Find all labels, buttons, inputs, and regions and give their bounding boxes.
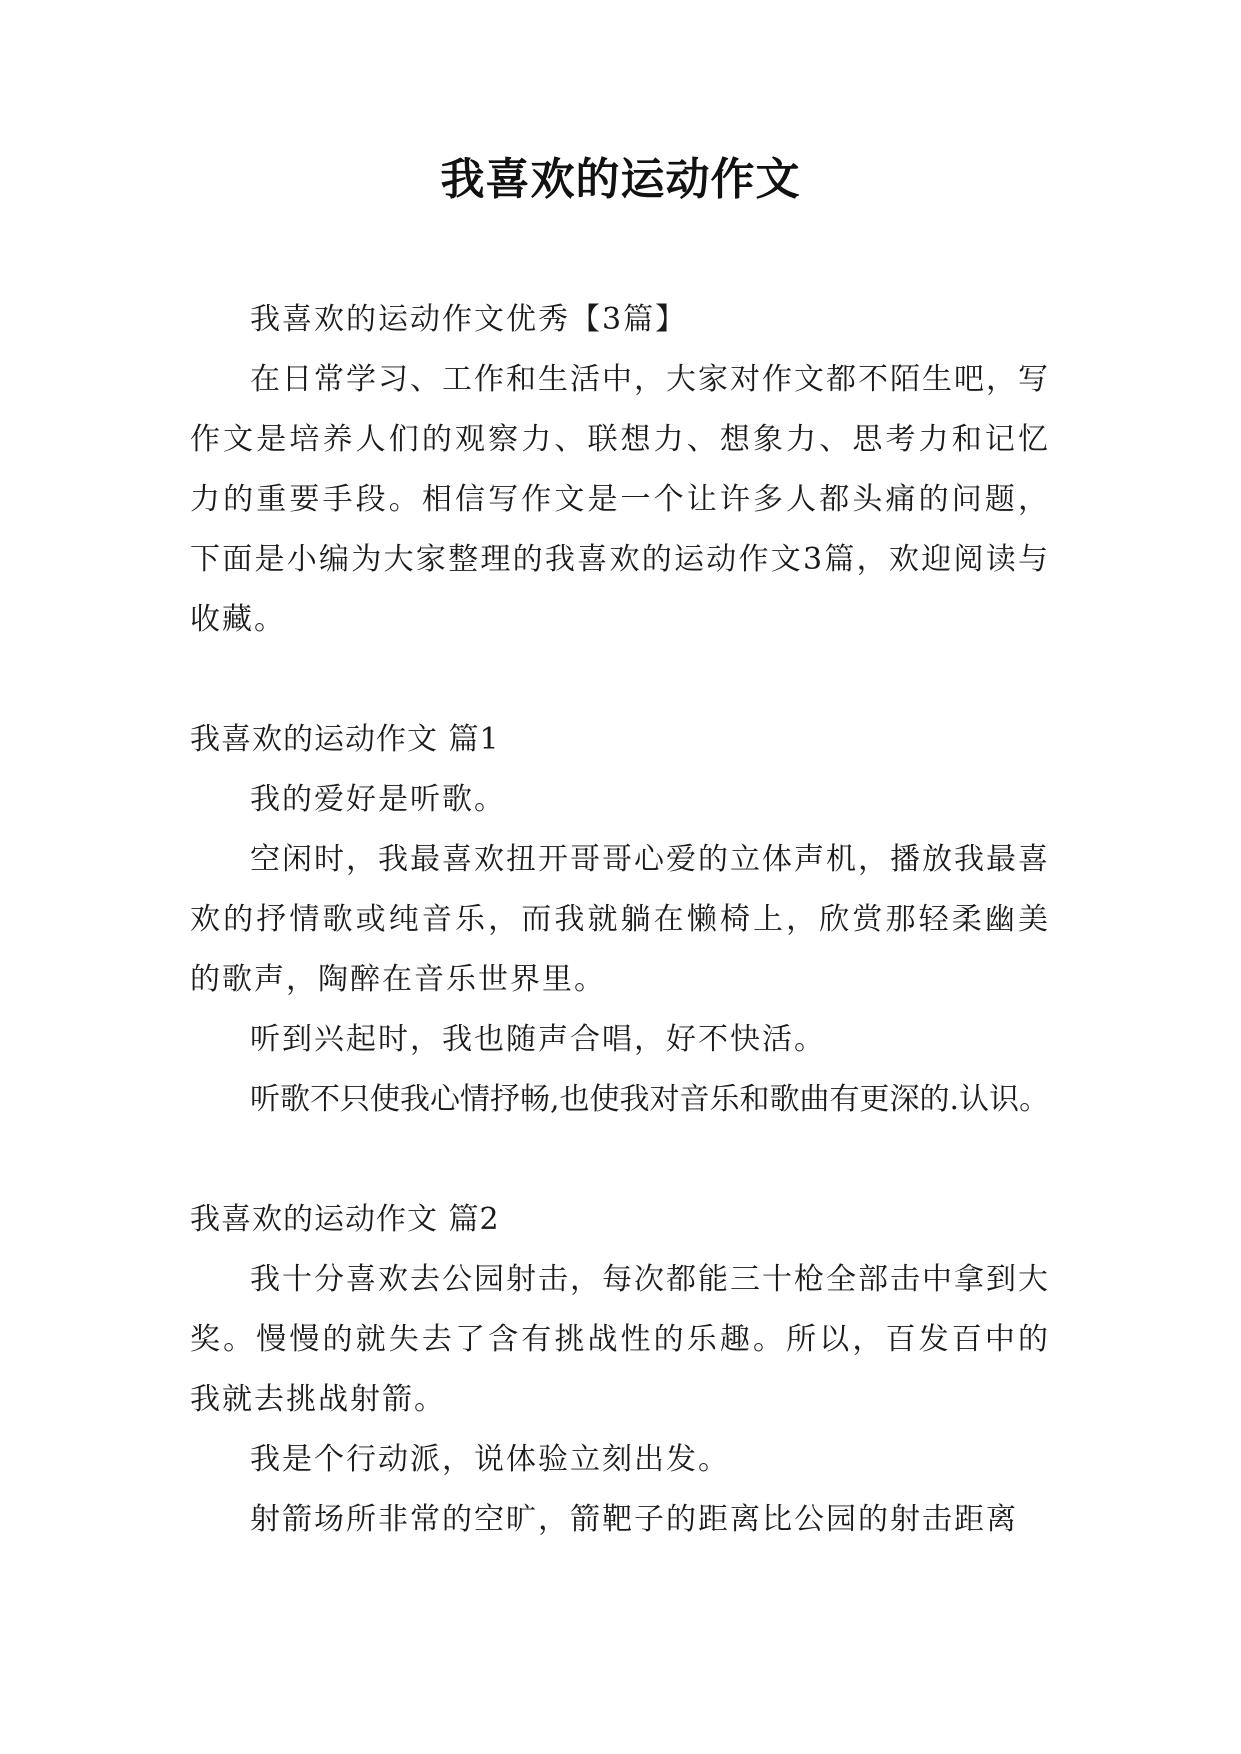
section-2-paragraph-1: 我十分喜欢去公园射击，每次都能三十枪全部击中拿到大奖。慢慢的就失去了含有挑战性的乐趣。所以，百发百中的我就去挑战射箭。 [190,1262,1050,1417]
section-spacer [190,1130,1050,1190]
section-1-paragraph-1: 我的爱好是听歌。 [250,782,506,817]
section-2-paragraph-2: 我是个行动派，说体验立刻出发。 [250,1442,730,1477]
document-body [190,290,1050,1550]
section-2-paragraph-3: 射箭场所非常的空旷，箭靶子的距离比公园的射击距离 [250,1502,1018,1537]
document-title: 我喜欢的运动作文 [440,154,801,205]
section-1-paragraph-4: 听歌不只使我心情抒畅,也使我对音乐和歌曲有更深的.认识。 [250,1082,1050,1117]
section-heading-2: 我喜欢的运动作文 篇2 [190,1202,500,1237]
section-1-paragraph-2: 空闲时，我最喜欢扭开哥哥心爱的立体声机，播放我最喜欢的抒情歌或纯音乐，而我就躺在懒椅上，欣赏那轻柔幽美的歌声，陶醉在音乐世界里。 [190,842,1050,997]
intro-paragraph: 在日常学习、工作和生活中，大家对作文都不陌生吧，写作文是培养人们的观察力、联想力、想象力、思考力和记忆力的重要手段。相信写作文是一个让许多人都头痛的问题，下面是小编为大家整理的我喜欢的运动作文3篇，欢迎阅读与收藏。 [190,362,1050,637]
section-spacer [190,650,1050,710]
intro-heading: 我喜欢的运动作文优秀【3篇】 [250,302,688,337]
section-1-paragraph-3: 听到兴起时，我也随声合唱，好不快活。 [250,1022,826,1057]
section-heading-1: 我喜欢的运动作文 篇1 [190,722,500,757]
